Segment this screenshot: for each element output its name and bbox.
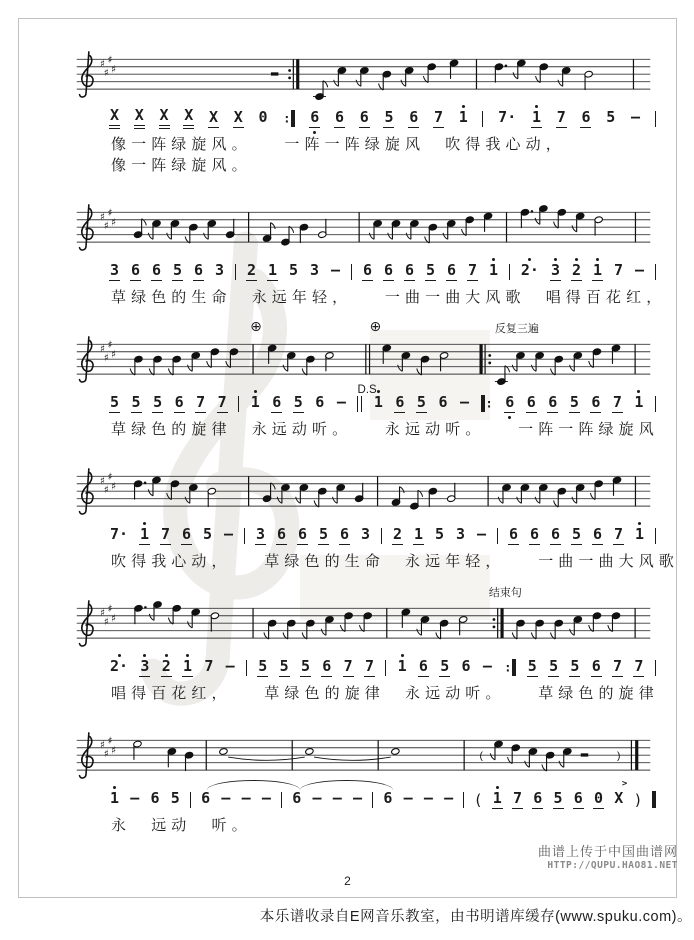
lyrics-line: 像一阵绿旋风。 一阵一阵绿旋风 吹得我心动， (111, 137, 566, 153)
score-border (18, 18, 677, 898)
jianpu-token: 6 (152, 260, 162, 279)
jianpu-token: 3 (309, 261, 319, 279)
jianpu-token: 5 (288, 261, 298, 279)
lyrics-line: 草绿色的旋律 永远动听。 永远动听。 一阵一阵绿旋风 (111, 422, 659, 438)
svg-text:♯: ♯ (107, 471, 113, 484)
barline-thin (655, 660, 656, 676)
svg-text:♯: ♯ (100, 474, 105, 487)
staff-svg (65, 203, 662, 257)
jianpu-token: 6 (340, 524, 350, 543)
system-2 (65, 188, 667, 309)
jianpu-token: 6 (404, 260, 414, 279)
jianpu-token: 7 (433, 107, 443, 126)
svg-text:♯: ♯ (103, 484, 109, 497)
jianpu-token: 5 (549, 656, 559, 675)
barline-begin-repeat: ∶ (481, 395, 494, 412)
lyrics-line: 草绿色的生命 永远年轻， 一曲一曲大风歌 唱得百花红， (111, 290, 667, 306)
jianpu-token: – (261, 789, 271, 807)
jianpu-token: 5 (384, 107, 394, 126)
jianpu-token: 5 (319, 524, 329, 543)
jianpu-token: 7 (556, 107, 566, 126)
barline-thin (655, 111, 656, 127)
svg-text:♯: ♯ (111, 348, 117, 361)
octave-dot-above (462, 105, 465, 108)
svg-text:♯: ♯ (107, 603, 113, 616)
footer-note: 本乐谱收录自E网音乐教室，由书明谱库缓存(www.spuku.com)。 (259, 909, 692, 925)
svg-text:♯: ♯ (107, 207, 113, 220)
jianpu-token: 1 (458, 110, 469, 127)
jianpu-token: – (403, 789, 413, 807)
annotations-above (65, 452, 662, 467)
svg-text:♯: ♯ (103, 67, 109, 80)
barline-end-repeat: ∶ (503, 659, 516, 676)
jianpu-token: 6 (201, 789, 211, 807)
ds-label: D.S. (357, 384, 380, 396)
jianpu-token: 5 (527, 656, 537, 675)
barline-thin (509, 264, 510, 280)
jianpu-token: 3 (256, 524, 266, 543)
barline-thin (497, 528, 498, 544)
site-watermark-url: HTTP://QUPU.HAO81.NET (547, 860, 678, 872)
svg-text:♯: ♯ (100, 738, 105, 751)
system-6 (65, 716, 662, 837)
barline-end-repeat: ∶ (282, 110, 295, 127)
octave-dot-above (492, 258, 495, 261)
jianpu-token: 3 (361, 525, 371, 543)
jianpu-token: 6 (315, 393, 325, 411)
octave-dot-above (186, 654, 189, 657)
jianpu-token: 6 (548, 392, 558, 411)
jianpu-token: – (224, 525, 234, 543)
svg-text:♯: ♯ (107, 735, 113, 748)
jianpu-token: – (482, 657, 492, 675)
jianpu-token: 7 (634, 656, 644, 675)
jianpu-token: 2· (109, 659, 129, 676)
lyrics-line: 永 远动 听。 (111, 818, 252, 834)
repeat-three-times-label: 反复三遍 (494, 323, 539, 335)
jianpu-token: – (630, 108, 640, 126)
jianpu-token: X (183, 108, 194, 129)
lyrics-block (111, 684, 662, 705)
jianpu-token: 7 (217, 392, 227, 411)
jianpu-token: – (225, 657, 235, 675)
jianpu-token: 6 (322, 656, 332, 675)
jianpu-token: 6 (334, 107, 344, 126)
svg-text:): ) (617, 750, 621, 762)
jianpu-token: 7 (612, 392, 622, 411)
annotations-above (65, 584, 662, 599)
octave-dot-above (143, 522, 146, 525)
jianpu-token: 6 (573, 788, 583, 807)
jianpu-token: X (233, 107, 243, 126)
octave-dot-above (118, 654, 121, 657)
annotations-above (65, 188, 662, 203)
jianpu-token: 6 (581, 107, 591, 126)
lyrics-block (111, 552, 679, 573)
jianpu-token: 7 (204, 657, 214, 675)
jianpu-token: 6 (272, 392, 282, 411)
jianpu-token: 6 (591, 392, 601, 411)
jianpu-token: 6 (508, 524, 518, 543)
jianpu-token: 6 (383, 260, 393, 279)
jianpu-token: 6 (504, 395, 515, 413)
jianpu-token: – (330, 261, 340, 279)
jianpu-token: 7 (364, 656, 374, 675)
svg-text:♯: ♯ (103, 352, 109, 365)
jianpu-token: 1 (592, 263, 603, 281)
jianpu-token: 6 (409, 107, 419, 126)
jianpu-token: 5 (606, 108, 616, 126)
jianpu-token: 1 (397, 659, 408, 676)
octave-dot-above (401, 654, 404, 657)
jianpu-paren: ) (633, 790, 643, 809)
systems (19, 19, 679, 837)
jianpu-token: – (444, 789, 454, 807)
jianpu-token: 3 (455, 525, 465, 543)
jianpu-token: – (332, 789, 342, 807)
jianpu-token: 6 (131, 260, 141, 279)
jianpu-token: 6 (395, 392, 405, 411)
staff-svg (65, 599, 662, 653)
octave-dot-above (575, 258, 578, 261)
barline-thin (385, 660, 386, 676)
system-4 (65, 452, 679, 573)
page-number: 2 (344, 874, 351, 888)
staff-svg (65, 731, 662, 785)
jianpu-token: 6 (182, 524, 192, 543)
jianpu-token: 2 (246, 260, 256, 279)
jianpu-token: 1 (488, 263, 499, 280)
svg-text:(: ( (479, 750, 483, 762)
jianpu-token: 6 (309, 110, 320, 128)
jianpu-token: 5 (553, 788, 563, 807)
jianpu-line (109, 654, 656, 681)
jianpu-token: 5 (416, 392, 426, 411)
jianpu-token: 5 (434, 525, 444, 543)
lyrics-line: 吹得我心动， 草绿色的生命 永远年轻， 一曲一曲大风歌 (111, 554, 679, 570)
svg-text:♯: ♯ (100, 606, 105, 619)
jianpu-token: 5 (279, 656, 289, 675)
jianpu-token: 6 (174, 392, 184, 411)
svg-text:♯: ♯ (100, 210, 105, 223)
jianpu-token: 1 (182, 659, 193, 677)
svg-text:♯: ♯ (111, 744, 117, 757)
jianpu-token: 6 (591, 656, 601, 675)
barline-thin (463, 792, 464, 808)
barline-thin (281, 792, 282, 808)
jianpu-token: 7 (467, 260, 477, 279)
jianpu-token: 5 (110, 392, 120, 411)
jianpu-token: 6 (529, 524, 539, 543)
jianpu-token: 6 (550, 524, 560, 543)
octave-dot-above (165, 654, 168, 657)
svg-text:♯: ♯ (103, 748, 109, 761)
coda-icon: ⊕ (369, 319, 382, 335)
lyrics-block (111, 420, 662, 441)
jianpu-token: 6 (277, 524, 287, 543)
jianpu-token: 5 (170, 789, 180, 807)
jianpu-paren: ( (473, 790, 483, 809)
svg-text:♯: ♯ (103, 616, 109, 629)
octave-dot-below (508, 416, 511, 419)
barline-thin (655, 528, 656, 544)
svg-text:♯: ♯ (103, 220, 109, 233)
svg-text:♯: ♯ (100, 342, 105, 355)
jianpu-token: X (209, 107, 219, 126)
jianpu-token: 7 (613, 524, 623, 543)
lyrics-block (111, 288, 667, 309)
jianpu-token: – (459, 393, 469, 411)
jianpu-token: 6 (292, 789, 302, 807)
jianpu-token: X (109, 108, 120, 129)
jianpu-token: 7 (343, 656, 353, 675)
jianpu-token: 6 (359, 107, 369, 126)
lyrics-line: 像一阵绿旋风。 (111, 158, 252, 174)
annotations-above (65, 35, 662, 50)
jianpu-token: 5 (131, 392, 141, 411)
jianpu-token: 6 (533, 788, 543, 807)
svg-text:♯: ♯ (107, 54, 113, 67)
jianpu-token: 7· (110, 525, 129, 543)
jianpu-token: 1 (531, 110, 542, 128)
jianpu-token: 1 (139, 527, 150, 545)
barline-thin (372, 792, 373, 808)
jianpu-token: 7 (613, 656, 623, 675)
barline-thin (190, 792, 191, 808)
jianpu-line (109, 105, 656, 132)
barline-double (357, 396, 362, 412)
jianpu-token: 1 (109, 791, 120, 808)
svg-text:♯: ♯ (111, 480, 117, 493)
jianpu-token: 1 (373, 395, 384, 412)
jianpu-line (109, 390, 656, 417)
octave-dot-below (313, 131, 316, 134)
jianpu-token: 7 (513, 788, 523, 807)
jianpu-token: 0 (258, 108, 268, 126)
jianpu-token: 7 (613, 261, 623, 279)
jianpu-token: 3 (215, 261, 225, 279)
staff-svg (65, 335, 662, 389)
jianpu-token: 5 (173, 260, 183, 279)
site-watermark-name: 曲谱上传于中国曲谱网 (537, 844, 678, 859)
jianpu-token: – (476, 525, 486, 543)
coda-icon: ⊕ (250, 319, 262, 335)
jianpu-token: 5 (569, 392, 579, 411)
jianpu-token: 5 (425, 260, 435, 279)
barline-thin (655, 264, 656, 280)
jianpu-token: 6 (461, 657, 471, 675)
barline-thin (351, 264, 352, 280)
staff-svg (65, 50, 662, 104)
jianpu-token: 5 (153, 392, 163, 411)
jianpu-token: 6 (150, 789, 160, 807)
jianpu-token: 1 (413, 524, 423, 543)
jianpu-token: – (352, 789, 363, 807)
jianpu-token: 1 (634, 527, 645, 544)
jianpu-token: 6 (526, 392, 536, 411)
jianpu-token: 5 (293, 392, 303, 411)
jianpu-token: 7· (498, 108, 517, 126)
octave-dot-above (535, 105, 538, 108)
octave-dot-above (554, 258, 557, 261)
jianpu-line (109, 779, 656, 813)
jianpu-line (109, 258, 656, 285)
jianpu-token: 6 (446, 260, 456, 279)
jianpu-token: – (221, 789, 231, 807)
jianpu-token: X (159, 108, 170, 129)
octave-dot-above (254, 390, 257, 393)
barline-thin (238, 396, 239, 412)
jianpu-token: 3 (110, 260, 120, 279)
system-5 (65, 584, 662, 705)
jianpu-token: 0 (593, 788, 603, 807)
jianpu-token: 6 (438, 393, 448, 411)
jianpu-token: 1 (633, 395, 644, 412)
jianpu-token: 2 (392, 524, 402, 543)
jianpu-token: X > (614, 779, 628, 807)
barline-thin (235, 264, 236, 280)
jianpu-token: 2 (571, 263, 582, 281)
svg-text:♯: ♯ (111, 612, 117, 625)
lyrics-line: 唱得百花红， 草绿色的旋律 永远动听。 草绿色的旋律 (111, 686, 659, 702)
jianpu-token: 6 (362, 260, 372, 279)
jianpu-token: – (130, 789, 140, 807)
jianpu-token: 5 (570, 656, 580, 675)
jianpu-token: 3 (550, 263, 561, 281)
jianpu-line (109, 522, 656, 549)
barline-thin (244, 528, 245, 544)
svg-text:♯: ♯ (111, 216, 117, 229)
barline-thin (482, 111, 483, 127)
octave-dot-above (596, 258, 599, 261)
jianpu-token: X (134, 108, 145, 129)
octave-dot-above (113, 786, 116, 789)
octave-dot-above (496, 786, 499, 789)
jianpu-token: 3 (139, 659, 150, 677)
jianpu-token: 7 (196, 392, 206, 411)
octave-dot-above (638, 522, 641, 525)
jianpu-token: 5 (203, 525, 213, 543)
jianpu-token: – (336, 393, 346, 411)
jianpu-token: 6 (592, 524, 602, 543)
jianpu-token: 1 (250, 395, 261, 412)
jianpu-token: 6 (194, 260, 204, 279)
staff-svg (65, 467, 662, 521)
jianpu-token: 6 (298, 524, 308, 543)
svg-text:♯: ♯ (100, 57, 105, 70)
jianpu-token: – (423, 789, 433, 807)
ending-phrase-label: 结束句 (488, 587, 522, 599)
annotations-above (65, 716, 662, 731)
barline-thin (381, 528, 382, 544)
jianpu-token: 6 (383, 789, 393, 807)
lyrics-block (111, 135, 662, 177)
barline-thin (655, 396, 656, 412)
jianpu-token: 1 (492, 791, 503, 809)
site-watermark (538, 844, 678, 872)
system-1 (65, 35, 662, 177)
jianpu-token: 2 (161, 659, 172, 677)
barline-thin (246, 660, 247, 676)
jianpu-token: 5 (300, 656, 310, 675)
jianpu-token: 7 (161, 524, 171, 543)
jianpu-token: – (312, 789, 322, 807)
svg-text:♯: ♯ (111, 63, 117, 76)
jianpu-token: 6 (418, 656, 428, 675)
barline-final (652, 791, 656, 808)
jianpu-token: 5 (571, 524, 581, 543)
jianpu-token: – (241, 789, 251, 807)
jianpu-token: 5 (258, 656, 268, 675)
annotations-above (65, 320, 662, 335)
jianpu-token: – (634, 261, 644, 279)
system-3 (65, 320, 662, 441)
lyrics-block (111, 816, 662, 837)
jianpu-token: 1 (267, 260, 277, 279)
accent-mark: > (621, 779, 628, 789)
svg-text:♯: ♯ (107, 339, 113, 352)
jianpu-token: 2· (520, 263, 540, 280)
jianpu-token: 5 (440, 656, 450, 675)
